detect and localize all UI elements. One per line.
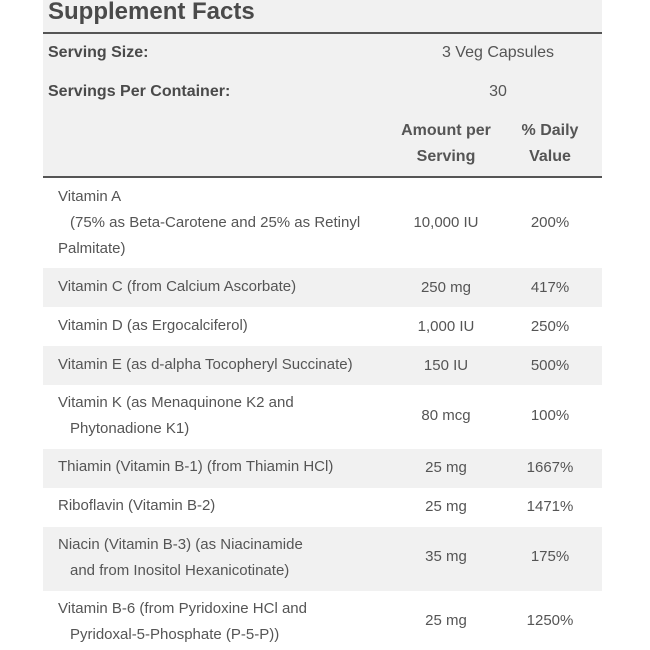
amount-header-line2: Serving xyxy=(416,148,476,165)
nutrient-daily-value: 1471% xyxy=(526,498,574,515)
nutrient-name-line2: Pyridoxal-5-Phosphate (P-5-P)) xyxy=(70,626,280,643)
table-row xyxy=(43,346,602,385)
nutrient-name xyxy=(58,454,370,480)
table-row xyxy=(43,178,602,268)
nutrient-amount: 80 mcg xyxy=(421,407,471,424)
daily-value-header xyxy=(517,118,583,170)
table-row xyxy=(43,527,602,591)
serving-size-label: Serving Size: xyxy=(48,44,149,61)
nutrient-amount: 1,000 IU xyxy=(417,318,475,335)
nutrient-name xyxy=(58,493,370,519)
nutrient-name xyxy=(58,352,370,378)
nutrient-name xyxy=(58,532,370,584)
nutrient-daily-value: 200% xyxy=(530,214,570,231)
servings-per-container-label: Servings Per Container: xyxy=(48,83,231,100)
nutrient-name-line1: Vitamin K (as Menaquinone K2 and xyxy=(58,394,294,411)
page-title: Supplement Facts xyxy=(48,0,255,25)
nutrient-amount: 10,000 IU xyxy=(413,214,479,231)
title-divider xyxy=(43,32,602,34)
nutrient-name-line1: Vitamin C (from Calcium Ascorbate) xyxy=(58,278,297,295)
amount-per-serving-header xyxy=(385,118,507,170)
nutrient-amount: 25 mg xyxy=(425,459,467,476)
nutrient-name-line2: and from Inositol Hexanicotinate) xyxy=(70,562,290,579)
nutrient-name-line1: Thiamin (Vitamin B-1) (from Thiamin HCl) xyxy=(58,458,334,475)
nutrient-amount: 35 mg xyxy=(425,548,467,565)
nutrient-name-line1: Vitamin B-6 (from Pyridoxine HCl and xyxy=(58,600,307,617)
nutrient-name xyxy=(58,313,370,339)
nutrient-amount: 250 mg xyxy=(420,279,472,296)
nutrient-name-line1: Vitamin D (as Ergocalciferol) xyxy=(58,317,248,334)
nutrient-name xyxy=(58,274,370,300)
nutrient-name xyxy=(58,184,370,262)
nutrient-name-line1: Riboflavin (Vitamin B-2) xyxy=(58,497,216,514)
table-row xyxy=(43,268,602,307)
table-row xyxy=(43,307,602,346)
serving-size-value: 3 Veg Capsules xyxy=(441,44,555,61)
nutrient-daily-value: 500% xyxy=(530,357,570,374)
nutrient-daily-value: 417% xyxy=(530,279,570,296)
nutrient-daily-value: 1250% xyxy=(526,612,574,629)
amount-header-line1: Amount per xyxy=(401,122,491,139)
nutrient-daily-value: 175% xyxy=(530,548,570,565)
dv-header-line2: Value xyxy=(529,148,571,165)
nutrient-daily-value: 1667% xyxy=(526,459,574,476)
nutrient-name-line2: (75% as Beta-Carotene and 25% as Retinyl xyxy=(70,214,361,231)
nutrient-name xyxy=(58,390,370,442)
servings-per-container-value: 30 xyxy=(489,83,507,100)
nutrient-daily-value: 250% xyxy=(530,318,570,335)
table-row xyxy=(43,591,602,650)
table-row xyxy=(43,385,602,449)
nutrient-name-line2: Phytonadione K1) xyxy=(70,420,190,437)
nutrient-amount: 25 mg xyxy=(425,498,467,515)
table-row xyxy=(43,449,602,488)
nutrient-name xyxy=(58,596,370,648)
dv-header-line1: % Daily xyxy=(521,122,579,139)
nutrient-name-line1: Vitamin E (as d-alpha Tocopheryl Succinate) xyxy=(58,356,353,373)
nutrient-name-line3: Palmitate) xyxy=(58,240,126,257)
table-row xyxy=(43,488,602,527)
nutrient-amount: 25 mg xyxy=(425,612,467,629)
nutrient-daily-value: 100% xyxy=(530,407,570,424)
nutrient-amount: 150 IU xyxy=(423,357,469,374)
nutrient-name-line1: Niacin (Vitamin B-3) (as Niacinamide xyxy=(58,536,303,553)
nutrient-name-line1: Vitamin A xyxy=(58,188,122,205)
